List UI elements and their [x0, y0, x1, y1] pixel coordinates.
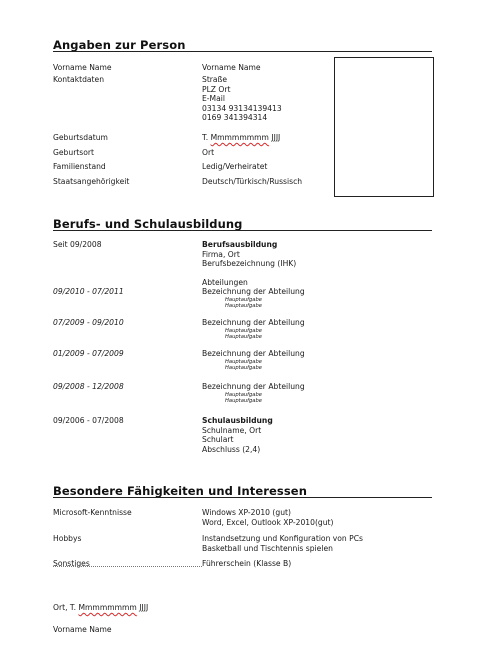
value-nationality: Deutsch/Türkisch/Russisch [202, 177, 303, 186]
section-divider [53, 497, 432, 498]
department-task: Hauptaufgabe [225, 296, 262, 303]
contact-phone: 03134 93134139413 [202, 103, 282, 113]
value-marital-status: Ledig/Verheiratet [202, 162, 268, 171]
department-task: Hauptaufgabe [225, 327, 262, 334]
label-birthdate: Geburtsdatum [53, 133, 108, 142]
section-divider [53, 230, 432, 231]
value-name: Vorname Name [202, 63, 261, 72]
department-task: Hauptaufgabe [225, 333, 262, 340]
contact-mobile: 0169 341394314 [202, 113, 268, 123]
label-hobbies: Hobbys [53, 534, 82, 543]
entry-department-2 [202, 318, 305, 340]
period-department-4: 09/2008 - 12/2008 [53, 382, 124, 391]
signature-year: JJJJ [136, 603, 149, 612]
signature-month: Mmmmmmmm [78, 603, 137, 612]
label-name: Vorname Name [53, 63, 112, 72]
section-title-personal: Angaben zur Person [53, 38, 186, 52]
contact-street: Straße [202, 75, 228, 84]
department-name: Bezeichnung der Abteilung [202, 349, 305, 358]
department-task: Hauptaufgabe [225, 364, 262, 371]
department-name: Bezeichnung der Abteilung [202, 382, 305, 391]
period-apprenticeship: Seit 09/2008 [53, 240, 102, 249]
period-school: 09/2006 - 07/2008 [53, 416, 124, 425]
department-task: Hauptaufgabe [225, 397, 262, 404]
label-nationality: Staatsangehörigkeit [53, 177, 130, 186]
value-misc: Führerschein (Klasse B) [202, 559, 292, 568]
entry-job-title: Berufsbezeichnung (IHK) [202, 259, 297, 269]
grammar-underline [53, 566, 202, 567]
entry-company: Firma, Ort [202, 249, 240, 259]
period-department-2: 07/2009 - 09/2010 [53, 318, 124, 327]
department-name: Bezeichnung der Abteilung [202, 287, 305, 296]
entry-heading: Schulausbildung [202, 416, 273, 425]
department-name: Bezeichnung der Abteilung [202, 318, 305, 327]
department-task: Hauptaufgabe [225, 302, 262, 309]
school-name: Schulname, Ort [202, 425, 262, 435]
value-birthplace: Ort [202, 148, 215, 157]
value-birthdate [202, 133, 280, 143]
departments-heading: Abteilungen [202, 278, 248, 287]
label-misc: Sonstiges [53, 559, 90, 568]
hobby-line: Instandsetzung und Konfiguration von PCs [202, 534, 363, 543]
school-type: Schulart [202, 435, 234, 445]
photo-placeholder [334, 57, 434, 197]
entry-heading: Berufsausbildung [202, 240, 278, 249]
section-divider [53, 51, 432, 52]
signature-place-date [53, 603, 148, 613]
signature-name: Vorname Name [53, 625, 112, 634]
birthdate-month: Mmmmmmmm [210, 133, 269, 142]
department-task: Hauptaufgabe [225, 358, 262, 365]
birthdate-day: T. [202, 133, 211, 142]
hobby-line: Basketball und Tischtennis spielen [202, 543, 333, 553]
label-ms-skills: Microsoft-Kenntnisse [53, 508, 132, 517]
signature-place: Ort, T. [53, 603, 79, 612]
section-title-skills: Besondere Fähigkeiten und Interessen [53, 484, 307, 498]
entry-department-1 [202, 287, 305, 309]
skill-line: Windows XP-2010 (gut) [202, 508, 291, 517]
entry-school [202, 416, 273, 454]
entry-department-4 [202, 382, 305, 404]
school-degree: Abschluss (2,4) [202, 444, 261, 454]
birthdate-year: JJJJ [268, 133, 281, 142]
contact-email: E-Mail [202, 94, 225, 104]
section-title-education: Berufs- und Schulausbildung [53, 217, 243, 231]
value-contact [202, 75, 282, 123]
period-department-3: 01/2009 - 07/2009 [53, 349, 124, 358]
label-birthplace: Geburtsort [53, 148, 94, 157]
entry-department-3 [202, 349, 305, 371]
period-department-1: 09/2010 - 07/2011 [53, 287, 124, 296]
value-hobbies [202, 534, 363, 553]
value-ms-skills [202, 508, 334, 527]
entry-apprenticeship [202, 240, 296, 269]
label-contact: Kontaktdaten [53, 75, 105, 84]
department-task: Hauptaufgabe [225, 391, 262, 398]
skill-line: Word, Excel, Outlook XP-2010(gut) [202, 517, 334, 527]
contact-city: PLZ Ort [202, 84, 231, 94]
label-marital-status: Familienstand [53, 162, 106, 171]
